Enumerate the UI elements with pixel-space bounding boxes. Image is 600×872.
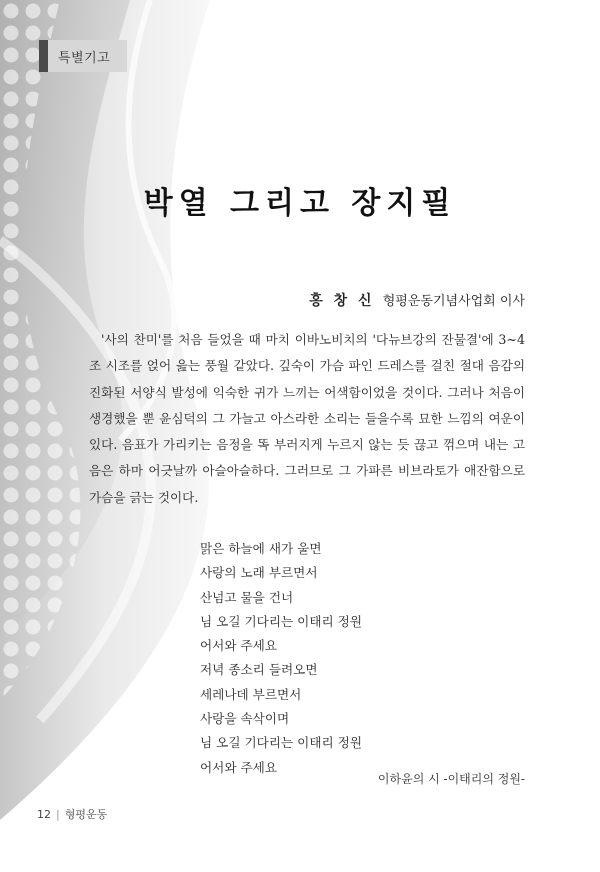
byline bbox=[309, 290, 525, 310]
author-name: 홍 창 신 bbox=[309, 293, 375, 309]
page-number: 12 bbox=[37, 807, 51, 821]
poem-line: 님 오길 기다리는 이태리 정원 bbox=[200, 735, 362, 751]
poem-line: 맑은 하늘에 새가 울면 bbox=[200, 541, 322, 556]
publication-name: 형평운동 bbox=[64, 808, 108, 821]
footer-separator: | bbox=[56, 807, 60, 821]
section-tab bbox=[39, 40, 127, 72]
poem-source: 이하윤의 시 -이태리의 정원- bbox=[377, 772, 525, 786]
poem-line: 세레나데 부르면서 bbox=[200, 686, 302, 702]
poem-line: 사랑의 노래 부르면서 bbox=[200, 565, 318, 581]
author-affiliation: 형평운동기념사업회 이사 bbox=[382, 294, 525, 309]
poem-line: 산넘고 물을 건너 bbox=[200, 589, 294, 605]
section-label: 특별기고 bbox=[58, 50, 111, 66]
poem-line: 저녁 종소리 들려오면 bbox=[200, 662, 318, 678]
article-title: 박열 그리고 장지필 bbox=[143, 186, 457, 221]
poem-line: 사랑을 속삭이며 bbox=[200, 711, 290, 727]
section-tab-bar bbox=[39, 40, 48, 72]
page-footer bbox=[37, 806, 107, 822]
poem-line: 어서와 주세요 bbox=[200, 759, 277, 775]
poem-line: 님 오길 기다리는 이태리 정원 bbox=[200, 613, 362, 629]
body-paragraph: '사의 찬미'를 처음 들었을 때 마치 이바노비치의 '다뉴브강의 잔물결'에 3~4조 시조를 얹어 읊는 풍월 같았다. 깊숙이 가슴 파인 드레스를 걸친 절대 음감의 진화된 서양식 발성에 익숙한 귀가 느끼는 어색함이었을 것이다. 그러나 처음이 생경했을 뿐 윤심덕의 그 가늘고 아스라한 소리는 들을수록 묘한 느낌의 여운이 있다. 음표가 가리키는 음정을 똑 부러지게 누르지 않는 듯 끊고 꺾으며 내는 고음은 하마 어긋날까 아슬아슬하다. 그러므로 그 가파른 비브라토가 애잔함으로 가슴을 긁는 것이다. bbox=[89, 332, 525, 505]
poem-block bbox=[200, 537, 362, 780]
poem-line: 어서와 주세요 bbox=[200, 638, 277, 654]
